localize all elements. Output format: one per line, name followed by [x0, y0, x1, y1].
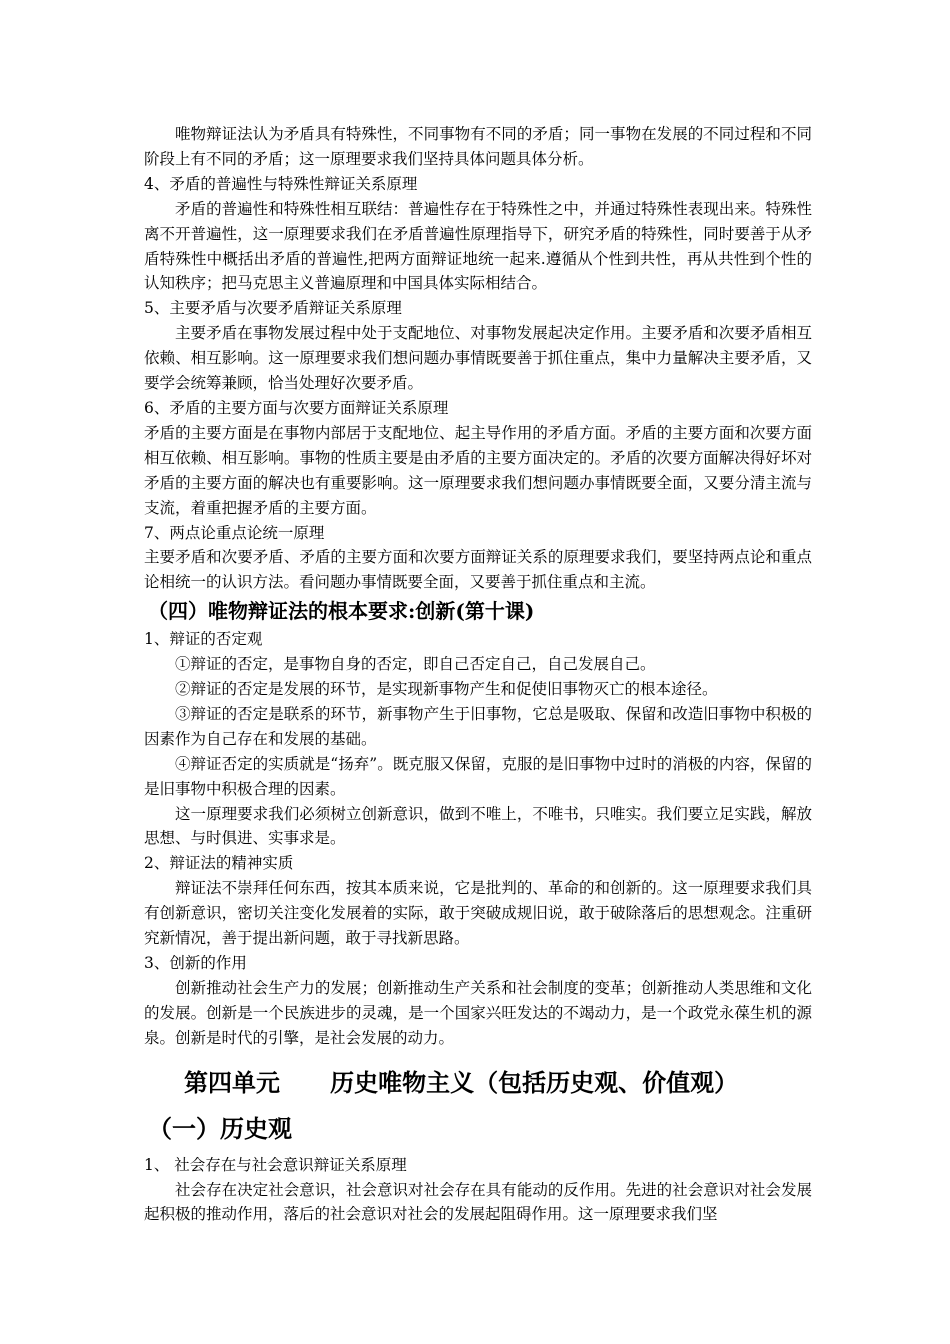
unit-title: 第四单元 历史唯物主义（包括历史观、价值观） — [184, 1067, 739, 1097]
paragraph: 辩证法不崇拜任何东西，按其本质来说，它是批判的、革命的和创新的。这一原理要求我们具有创新意识，密切关注变化发展着的实际，敢于突破成规旧说，敢于破除落后的思想观念。注重研究新情况，善于提出新问题，敢于寻找新思路。 — [144, 879, 812, 948]
paragraph: ①辩证的否定，是事物自身的否定，即自己否定自己，自己发展自己。 — [175, 655, 656, 674]
principle-heading: 4、矛盾的普遍性与特殊性辩证关系原理 — [144, 174, 418, 193]
principle-heading: 2、辩证法的精神实质 — [144, 854, 294, 873]
principle-heading: 1、 社会存在与社会意识辩证关系原理 — [144, 1155, 407, 1174]
section-heading: （一）历史观 — [148, 1113, 292, 1143]
principle-heading: 5、主要矛盾与次要矛盾辩证关系原理 — [144, 299, 402, 318]
paragraph: 唯物辩证法认为矛盾具有特殊性，不同事物有不同的矛盾；同一事物在发展的不同过程和不同阶段上有不同的矛盾；这一原理要求我们坚持具体问题具体分析。 — [144, 125, 812, 168]
paragraph: ④辩证否定的实质就是“扬弃”。既克服又保留，克服的是旧事物中过时的消极的内容，保留的是旧事物中积极合理的因素。 — [144, 754, 812, 798]
document-body — [144, 122, 812, 1227]
paragraph: ②辩证的否定是发展的环节，是实现新事物产生和促使旧事物灭亡的根本途径。 — [175, 680, 718, 699]
principle-heading: 1、辩证的否定观 — [144, 630, 263, 649]
section-heading: （四）唯物辩证法的根本要求:创新(第十课) — [148, 599, 535, 624]
paragraph: 这一原理要求我们必须树立创新意识，做到不唯上，不唯书，只唯实。我们要立足实践，解放思想、与时俱进、实事求是。 — [144, 804, 812, 848]
paragraph: 创新推动社会生产力的发展；创新推动生产关系和社会制度的变革；创新推动人类思维和文化的发展。创新是一个民族进步的灵魂，是一个国家兴旺发达的不竭动力，是一个政党永葆生机的源泉。创新是时代的引擎，是社会发展的动力。 — [144, 978, 812, 1047]
paragraph: 矛盾的普遍性和特殊性相互联结：普遍性存在于特殊性之中，并通过特殊性表现出来。特殊性离不开普遍性，这一原理要求我们在矛盾普遍性原理指导下，研究矛盾的特殊性，同时要善于从矛盾特殊性中概括出矛盾的普遍性,把两方面辩证地统一起来.遵循从个性到共性，再从共性到个性的认知秩序；把马克思主义普遍原理和中国具体实际相结合。 — [144, 199, 812, 293]
paragraph: 矛盾的主要方面是在事物内部居于支配地位、起主导作用的矛盾方面。矛盾的主要方面和次要方面相互依赖、相互影响。事物的性质主要是由矛盾的主要方面决定的。矛盾的次要方面解决得好坏对矛盾的主要方面的解决也有重要影响。这一原理要求我们想问题办事情既要全面，又要分清主流与支流，着重把握矛盾的主要方面。 — [144, 423, 812, 517]
paragraph: 社会存在决定社会意识，社会意识对社会存在具有能动的反作用。先进的社会意识对社会发展起积极的推动作用，落后的社会意识对社会的发展起阻碍作用。这一原理要求我们坚 — [144, 1180, 812, 1224]
paragraph: 主要矛盾和次要矛盾、矛盾的主要方面和次要方面辩证关系的原理要求我们，要坚持两点论和重点论相统一的认识方法。看问题办事情既要全面，又要善于抓住重点和主流。 — [144, 548, 812, 592]
principle-heading: 3、创新的作用 — [144, 954, 247, 972]
paragraph: 主要矛盾在事物发展过程中处于支配地位、对事物发展起决定作用。主要矛盾和次要矛盾相互依赖、相互影响。这一原理要求我们想问题办事情既要善于抓住重点，集中力量解决主要矛盾，又要学会统筹兼顾，恰当处理好次要矛盾。 — [144, 324, 812, 393]
principle-heading: 6、矛盾的主要方面与次要方面辩证关系原理 — [144, 398, 449, 417]
paragraph: ③辩证的否定是联系的环节，新事物产生于旧事物，它总是吸取、保留和改造旧事物中积极的因素作为自己存在和发展的基础。 — [144, 704, 812, 748]
principle-heading: 7、两点论重点论统一原理 — [144, 523, 325, 542]
